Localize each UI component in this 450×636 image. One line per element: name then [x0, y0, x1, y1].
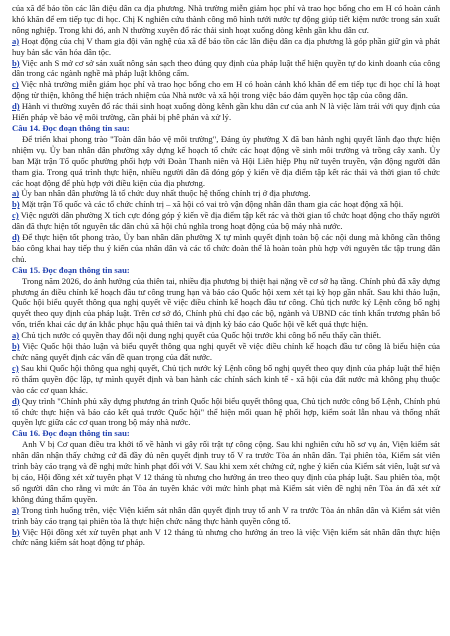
question-passage: Để triển khai phong trào "Toàn dân bảo vệ môi trường", Đảng ủy phường X đã ban hành nghị quyết lãnh đạo thực hiện nhiệm vụ. Ủy ban nhân dân phường xây dựng kế hoạch tổ chức các hoạt động về sinh môi trường và trồng cây xanh. Ủy ban Mặt trận Tổ quốc phường phối hợp với Đoàn Thanh niên và Hội Liên hiệp Phụ nữ tuyên truyền, vận động người dân tham gia. Trong quá trình thực hiện, nhiều người dân đã đóng góp ý kiến về địa điểm tập kết rác thải và thời gian tổ chức các hoạt động để phù hợp với điều kiện của địa phương.	[12, 133, 440, 188]
option-line	[12, 199, 440, 210]
option-text: Chủ tịch nước có quyền thay đổi nội dung nghị quyết của Quốc hội trước khi công bố nếu thấy cần thiết.	[19, 330, 382, 341]
option-line	[12, 396, 440, 429]
question-passage: Trong năm 2026, do ảnh hưởng của thiên tai, nhiều địa phương bị thiệt hại nặng về cơ sở hạ tầng. Chính phủ đã xây dựng phương án điều chỉnh kế hoạch đầu tư công trung hạn và báo cáo Quốc hội xem xét tại kỳ họp gần nhất. Sau khi thảo luận, Quốc hội biểu quyết thông qua nghị quyết về việc điều chỉnh kế hoạch đầu tư công. Chủ tịch nước ký Lệnh công bố nghị quyết theo quy định của pháp luật. Trên cơ sở đó, Chính phủ chỉ đạo các bộ, ngành và UBND các tỉnh khẩn trương phân bổ vốn, triển khai các dự án khắc phục hậu quả thiên tai và định kỳ báo cáo Quốc hội về kết quả thực hiện.	[12, 275, 441, 330]
question-passage: Anh V bị Cơ quan điều tra khởi tố về hành vi gây rối trật tự công cộng. Sau khi nghiên cứu hồ sơ vụ án, Viện kiểm sát nhân dân nhận thấy chứng cứ đã đầy đủ nên quyết định truy tố V ra trước Tòa án nhân dân. Tại phiên tòa, Kiểm sát viên trình bày cáo trạng và đề nghị mức hình phạt đối với V. Sau khi xem xét chứng cứ, nghe ý kiến của Kiểm sát viên, luật sư và bị cáo, Hội đồng xét xử tuyên phạt V 12 tháng tù nhưng cho hưởng án treo theo quy định của pháp luật. Sau phiên tòa, một số người dân cho rằng vì mức án Tòa án tuyên khác với mức hình phạt mà Kiểm sát viên đề nghị nên Tòa án đã xét xử không đúng thẩm quyền.	[12, 439, 440, 504]
option-line	[12, 210, 440, 232]
question-title: Câu 14. Đọc đoạn thông tin sau:	[12, 122, 130, 133]
intro-paragraph: của xã để báo tồn các lân điệu dân ca địa phương. Nhà trường miễn giảm học phí và trao học bổng cho em H có hoàn cảnh khó khăn để em tiếp tục đi học. Chị K nghiên cứu thành công mô hình tưới nước tự động giúp tiết kiệm nước trong sản xuất nông nghiệp. Trong khi đó, anh N thường xuyên đổ rác thải sinh hoạt xuống dòng kênh gần khu dân cư.	[12, 3, 440, 35]
option-letter: a)	[12, 188, 20, 199]
option-letter: b)	[12, 526, 20, 537]
option-line	[12, 101, 440, 123]
option-text: Việc nhà trường miễn giảm học phí và trao học bổng cho em H có hoàn cảnh khó khăn để em tiếp tục đi học chỉ là hoạt động từ thiện, không thể hiện trách nhiệm của Nhà nước và xã hội trong việc bảo đảm quyền học tập của công dân.	[12, 79, 440, 101]
option-text: Mặt trận Tổ quốc và các tổ chức chính trị – xã hội có vai trò vận động nhân dân tham gia các hoạt động xã hội.	[19, 199, 404, 210]
option-line	[12, 58, 440, 80]
option-line	[12, 341, 440, 363]
option-text: Việc Quốc hội thảo luận và biểu quyết thông qua nghị quyết về việc điều chỉnh kế hoạch đầu tư công là biểu hiện của chức năng quyết định các vấn đề quan trọng của đất nước.	[12, 341, 440, 362]
option-text: Hành vi thường xuyên đổ rác thải sinh hoạt xuống dòng kênh gần khu dân cư của anh N là việc làm trái với quy định của Hiến pháp về bảo vệ môi trường, cần phải bị phê phán và xử lý.	[12, 101, 440, 123]
option-letter: d)	[12, 395, 20, 406]
option-text: Trong tình huống trên, việc Viện kiểm sát nhân dân quyết định truy tố anh V ra trước Tòa án nhân dân và Kiểm sát viên trình bày cáo trạng tại phiên tòa là thực hiện chức năng thực hành quyền công tố.	[12, 504, 440, 526]
option-letter: c)	[12, 79, 19, 90]
option-line	[12, 188, 440, 199]
option-text: Sau khi Quốc hội thông qua nghị quyết, Chủ tịch nước ký Lệnh công bố nghị quyết theo quy định của pháp luật thể hiện rõ thẩm quyền độc lập, tự mình quyết định và ban hành các chính sách kinh tế - xã hội của đất nước mà không phụ thuộc vào các cơ quan khác.	[12, 362, 440, 395]
option-line	[12, 330, 440, 341]
option-line	[12, 232, 440, 265]
question-title: Câu 16. Đọc đoạn thông tin sau:	[12, 428, 130, 439]
option-letter: a)	[12, 330, 20, 341]
option-line	[12, 527, 440, 549]
option-text: Để thực hiện tốt phong trào, Ủy ban nhân dân phường X tự mình quyết định toàn bộ các nội dung mà không cần thông báo công khai hay tiếp thu ý kiến của nhân dân và các tổ chức đoàn thể là hoàn toàn phù hợp với nguyên tắc tập trung dân chủ.	[12, 232, 440, 264]
option-letter: c)	[12, 362, 19, 373]
option-letter: b)	[12, 341, 20, 352]
option-letter: a)	[12, 504, 20, 515]
option-line	[12, 363, 440, 396]
option-letter: d)	[12, 101, 20, 112]
option-text: Ủy ban nhân dân phường là tổ chức duy nhất thuộc hệ thống chính trị ở địa phương.	[19, 188, 311, 199]
option-line	[12, 505, 440, 527]
option-text: Quy trình "Chính phủ xây dựng phương án trình Quốc hội biểu quyết thông qua, Chủ tịch nước công bố Lệnh, Chính phủ tổ chức thực hiện và báo cáo kết quả trước Quốc hội" thể hiện mối quan hệ phối hợp, kiểm soát lẫn nhau và thống nhất quyền lực giữa các cơ quan trong bộ máy nhà nước.	[12, 395, 440, 428]
option-letter: a)	[12, 35, 20, 46]
option-letter: b)	[12, 57, 20, 68]
option-letter: c)	[12, 210, 19, 221]
question-title: Câu 15. Đọc đoạn thông tin sau:	[12, 264, 130, 275]
option-letter: d)	[12, 232, 20, 243]
option-line	[12, 36, 440, 58]
option-text: Việc người dân phường X tích cực đóng góp ý kiến về địa điểm tập kết rác và thời gian tổ chức hoạt động cho thấy người dân đã thực hiện tốt nguyên tắc dân chủ xã hội chủ nghĩa trong hoạt động của bộ máy nhà nước.	[12, 210, 440, 232]
option-text: Hoạt động của chị V tham gia đội văn nghệ của xã để bảo tồn các lân điệu dân ca địa phương là góp phần giữ gìn và phát huy bản sắc văn hóa dân tộc.	[12, 35, 440, 57]
option-text: Việc Hội đồng xét xử tuyên phạt anh V 12 tháng tù nhưng cho hưởng án treo là việc Viện kiểm sát nhân dân thực hiện chức năng kiểm sát hoạt động tư pháp.	[12, 526, 440, 548]
option-letter: b)	[12, 199, 20, 210]
option-text: Việc anh S mở cơ sở sản xuất nông sản sạch theo đúng quy định của pháp luật thể hiện quyền tự do kinh doanh của công dân trong các ngành nghề mà pháp luật không cấm.	[12, 57, 440, 79]
option-line	[12, 79, 440, 101]
